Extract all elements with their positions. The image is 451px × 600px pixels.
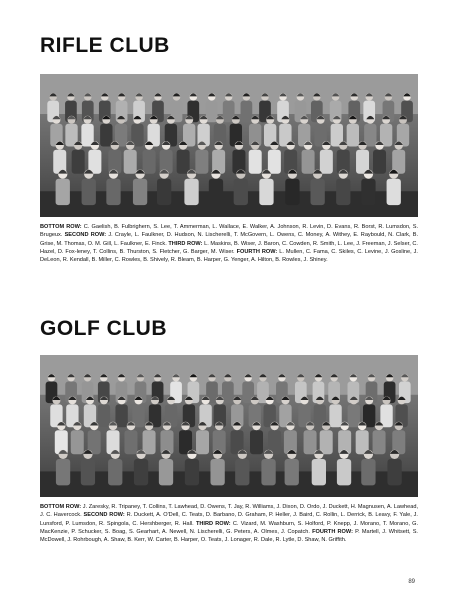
golf-row-names: P. Martell, J. Whitsett, S. McDowell, J. Rohrbough, A. Shaw, B. Kerr, W. Carter, B. Harper, O. Teats, J. Lonager, R. Dale, R. Lytle, D. Shaw, N. Griffith. [40,528,418,544]
rifle-row-names: L. Mullen, C. Fama, C. Skiles, C. Levine, J. Gosline, J. DeLeon, R. Kendall, B. Miller, C. Rowles, B. Shively, R. Bleam, B. Harper, G. Yenger, A. Hilton, B. Rowles, J. Shiney. [40,248,418,264]
rifle-row-names: J. Crayle, L. Faulkner, D. Hudson, N. Lischerelli, T. McGovern, L. Owens, C. Money, A. Withey, E. Raybould, N. Clark, B. Grise, M. Thomas, O. M. Gill, L. Faulkner, E. Finck. [40,232,418,247]
golf-row-names: J. Zaresky, R. Tripaney, T. Collins, T. Lawhead, D. Owens, T. Jay, R. Williams, J. Dixon, D. Ordo, J. Duckett, H. Magnusen, A. Lawhead, J. C. Havercock. [40,504,418,519]
golf-row-label: SECOND ROW: [83,512,125,519]
golf-club-photo [40,355,418,497]
rifle-row-names: L. Maskins, B. Wiser, J. Baron, C. Cowden, R. Smith, L. Lee, J. Freeman, J. Selser, C. Hazel, D. Fox-leney, T. Collins, B. Thurston, S. Fletcher, G. Barger, M. Wiser. [40,240,418,255]
page-number: 89 [408,579,415,585]
golf-club-caption [40,503,418,544]
golf-row-names: R. Duckett, A. O'Dell, C. Teats, D. Barbano, D. Graham, P. Heller, J. Baird, C. Rollin, L. Derrick, B. Leavy, F. Yale, J. Lunsford, P. Lumsdon, R. Spingola, C. Hershberger, R. Hall. [40,512,418,527]
rifle-row-names: C. Gaelish, B. Fulbrighern, S. Lee, T. Ammerman, L. Wallace, E. Walker, A. Johnson, R. Levin, D. Evans, R. Borst, R. Lumsdon, S. Brugeux. [40,224,418,239]
rifle-club-title: RIFLE CLUB [40,34,170,57]
rifle-club-group-photo-image [40,74,418,217]
golf-row-label: FOURTH ROW: [312,528,353,535]
rifle-row-label: BOTTOM ROW: [40,224,82,230]
golf-club-title: GOLF CLUB [40,317,167,340]
rifle-club-photo [40,74,418,217]
golf-club-group-photo-image [40,355,418,497]
rifle-club-caption [40,223,418,264]
rifle-row-label: FOURTH ROW: [236,248,278,255]
golf-row-names: C. Vizard, M. Washburn, S. Holford, P. Knepp, J. Morano, T. Morano, G. MacKenzie, P. Schucker, S. Boag, S. Gearhart, A. Newell, N. Lischerelli, G. Peters, A. Olmes, J. Copatch. [40,520,418,535]
golf-row-label: THIRD ROW: [195,520,231,527]
rifle-row-label: SECOND ROW: [64,232,107,239]
rifle-row-label: THIRD ROW: [168,240,203,247]
golf-row-label: BOTTOM ROW: [40,504,82,510]
